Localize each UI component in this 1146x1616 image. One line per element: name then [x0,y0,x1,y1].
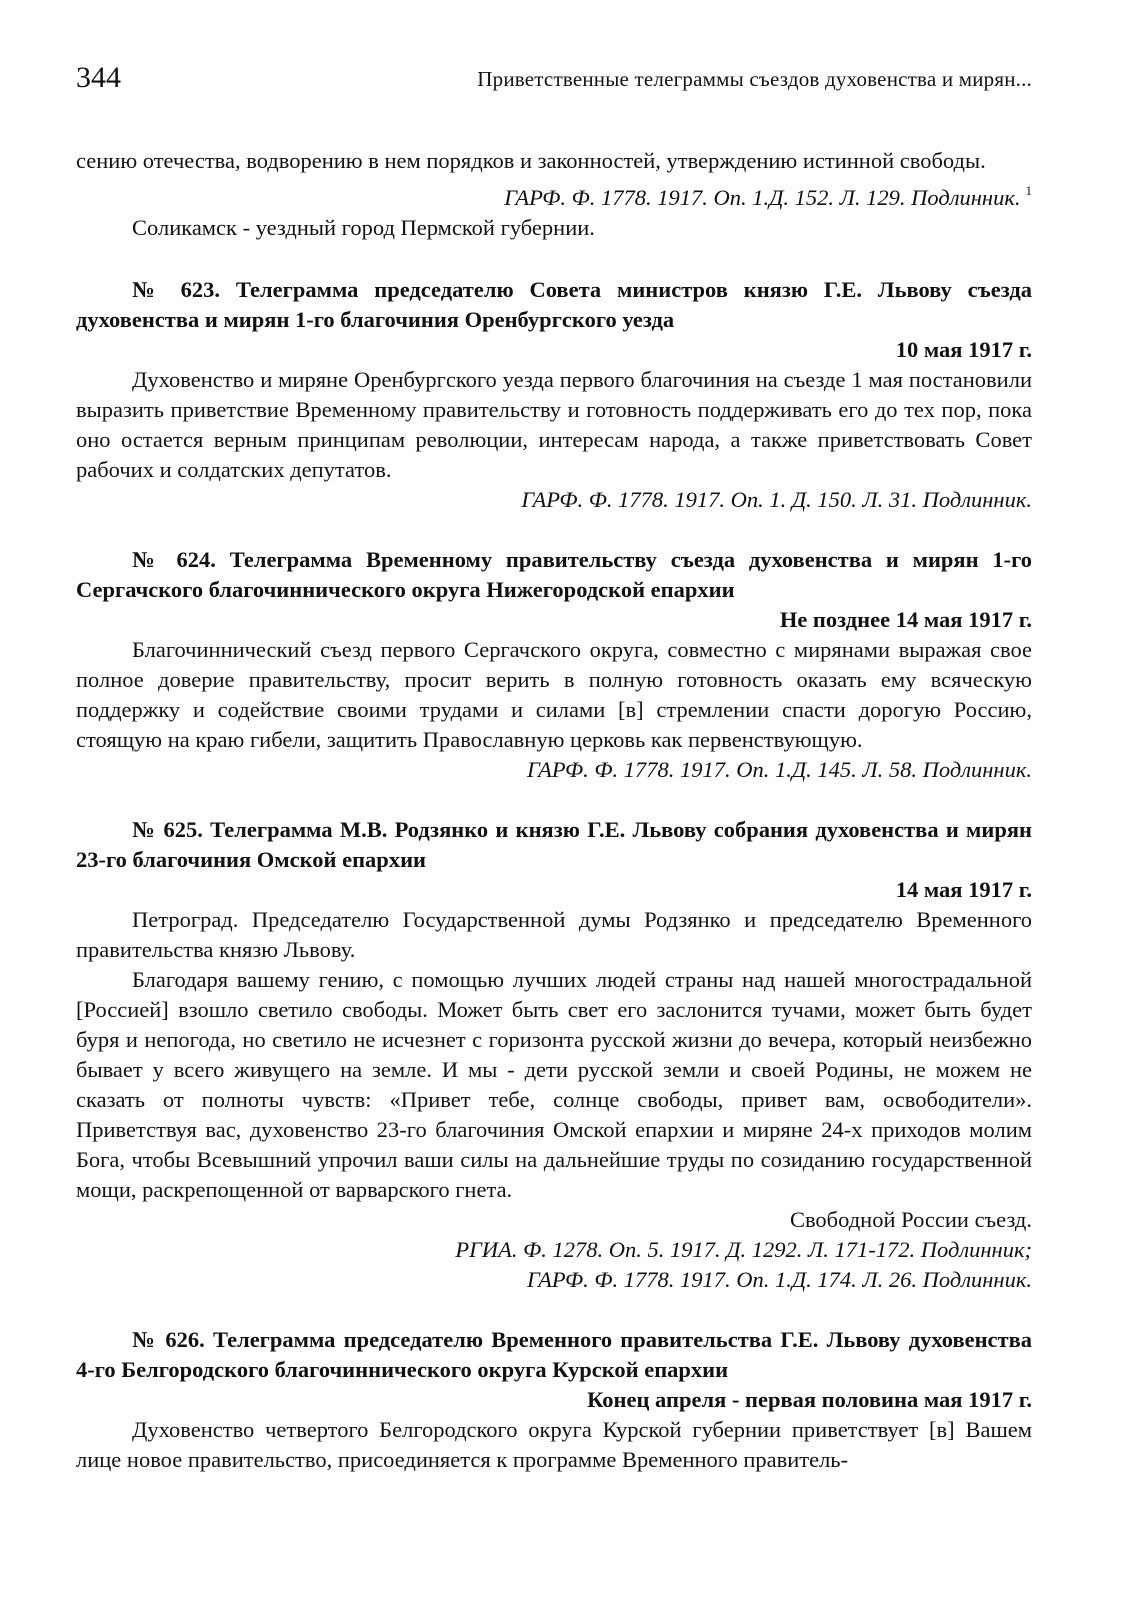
archive-citation: ГАРФ. Ф. 1778. 1917. Оп. 1.Д. 174. Л. 26. Подлинник. [527,1267,1032,1292]
document-date: Не позднее 14 мая 1917 г. [779,607,1032,632]
document-heading: № 625. Телеграмма М.В. Родзянко и князю Г.Е. Львову собрания духовенства и мирян 23-го благочиния Омской епархии [76,817,1032,872]
document-paragraph: Благочиннический съезд первого Сергачского округа, совместно с мирянами выражая свое полное доверие правительству, просит верить в полную готовность оказать ему всяческую поддержку и содействие своими трудами и силами [в] стремлении спасти дорогую Россию, стоящую на краю гибели, защитить Православную церковь как первенствующую. [76,637,1032,752]
document-signature: Свободной России съезд. [789,1207,1032,1232]
document-625 [76,815,1032,1295]
document-date: Конец апреля - первая половина мая 1917 г. [587,1387,1032,1412]
page-header [76,58,1032,98]
document-paragraph: Петроград. Председателю Государственной думы Родзянко и председателю Временного правительства князю Львову. [76,907,1032,962]
page-content [76,146,1032,1475]
document-heading: № 626. Телеграмма председателю Временного правительства Г.Е. Львову духовенства 4-го Белгородского благочиннического округа Курской епархии [76,1327,1032,1382]
document-date: 10 мая 1917 г. [895,337,1032,362]
document-heading: № 624. Телеграмма Временному правительству съезда духовенства и мирян 1-го Сергачского благочиннического округа Нижегородской епархии [76,547,1032,602]
page-number: 344 [76,61,121,94]
document-626 [76,1325,1032,1475]
archive-citation: РГИА. Ф. 1278. Оп. 5. 1917. Д. 1292. Л. 171-172. Подлинник; [455,1237,1032,1262]
document-paragraph: Духовенство и миряне Оренбургского уезда первого благочиния на съезде 1 мая постановили выразить приветствие Временному правительству и готовность поддерживать его до тех пор, пока оно остается верным принципам революции, интересам народа, а также приветствовать Совет рабочих и солдатских депутатов. [76,367,1032,482]
document-paragraph: Духовенство четвертого Белгородского округа Курской губернии приветствует [в] Вашем лице новое правительство, присоединяется к программе Временного правитель- [76,1417,1032,1472]
archive-citation: ГАРФ. Ф. 1778. 1917. Оп. 1. Д. 150. Л. 31. Подлинник. [521,487,1032,512]
footnote-text: Соликамск - уездный город Пермской губернии. [132,215,595,240]
citation-text: ГАРФ. Ф. 1778. 1917. Оп. 1.Д. 152. Л. 129. Подлинник. [504,185,1021,210]
document-624 [76,545,1032,785]
continued-text: сению отечества, водворению в нем порядков и законностей, утверждению истинной свободы. [76,148,986,173]
document-paragraph: Благодаря вашему гению, с помощью лучших людей страны над нашей многострадальной [Россией] взошло светило свободы. Может быть свет его заслонится тучами, может быть будет буря и непогода, но светило не исчезнет с горизонта русской жизни до вечера, который неизбежно бывает у всего живущего на земле. И мы - дети русской земли и своей Родины, не можем не сказать от полноты чувств: «Привет тебе, солнце свободы, привет вам, освободители». Приветствуя вас, духовенство 23-го благочиния Омской епархии и миряне 24-х приходов молим Бога, чтобы Всевышний упрочил ваши силы на дальнейшие труды по созиданию государственной мощи, раскрепощенной от варварского гнета. [76,967,1032,1202]
footnote-marker: 1 [1025,183,1032,198]
document-623 [76,275,1032,515]
document-date: 14 мая 1917 г. [895,877,1032,902]
document-heading: № 623. Телеграмма председателю Совета министров князю Г.Е. Львову съезда духовенства и мирян 1-го благочиния Оренбургского уезда [76,277,1032,332]
archive-citation [76,176,1032,213]
archive-citation: ГАРФ. Ф. 1778. 1917. Оп. 1.Д. 145. Л. 58. Подлинник. [527,757,1032,782]
running-title: Приветственные телеграммы съездов духовенства и мирян... [477,67,1032,91]
